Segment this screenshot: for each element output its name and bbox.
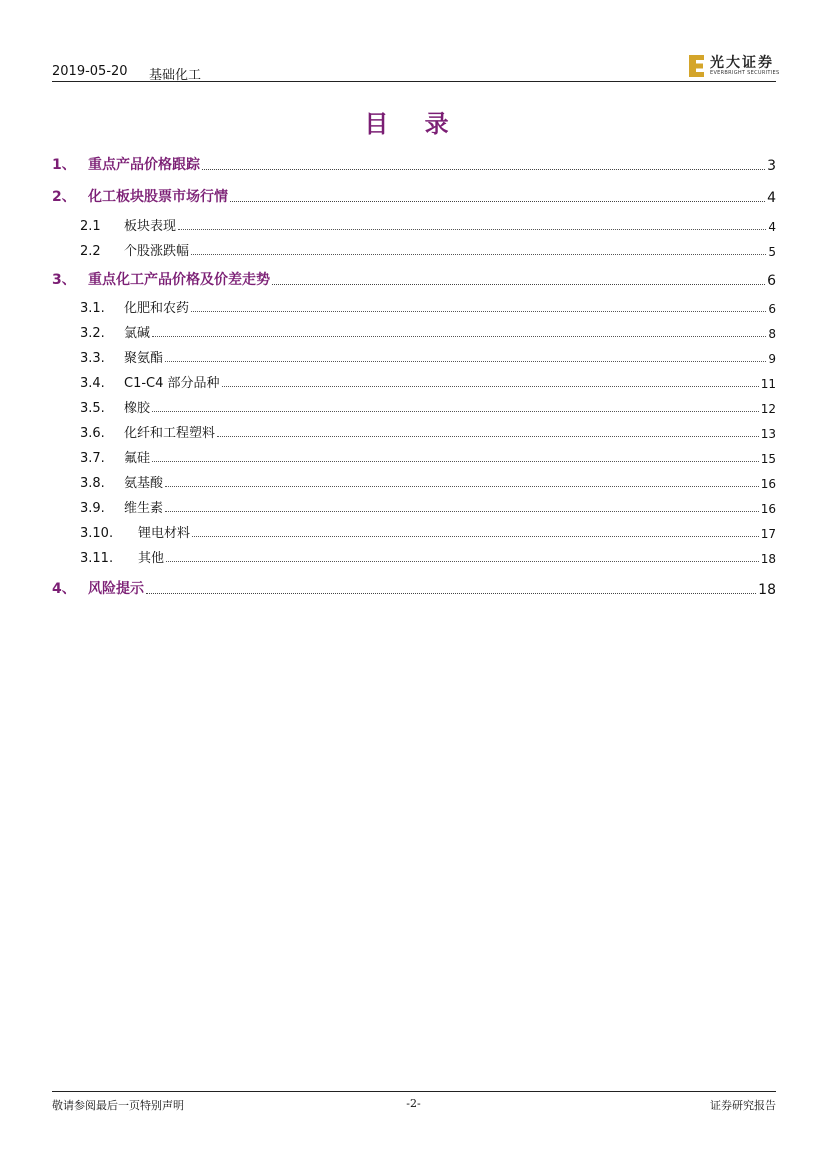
toc-entry-number: 2、 bbox=[52, 189, 76, 205]
footer-disclaimer: 敬请参阅最后一页特别声明 bbox=[52, 1099, 184, 1112]
toc-entry-title: 氨基酸 bbox=[124, 476, 164, 491]
toc-entry[interactable] bbox=[80, 296, 776, 316]
toc-entry-title: 氟硅 bbox=[124, 451, 151, 466]
toc-entry[interactable] bbox=[80, 546, 776, 566]
toc-entry-page: 17 bbox=[760, 527, 776, 541]
toc-entry-page: 16 bbox=[760, 502, 776, 516]
everbright-logo-icon bbox=[688, 54, 706, 78]
toc-entry-page: 15 bbox=[760, 452, 776, 466]
header-divider bbox=[52, 81, 776, 82]
toc-entry[interactable] bbox=[80, 346, 776, 366]
toc-title: 目 录 bbox=[364, 109, 463, 138]
everbright-logo bbox=[688, 52, 780, 80]
toc-entry[interactable] bbox=[80, 446, 776, 466]
toc-entry-number: 3.6. bbox=[80, 426, 105, 441]
toc-entry-title: 锂电材料 bbox=[138, 526, 191, 541]
toc-dot-leader bbox=[178, 228, 766, 230]
toc-entry-title: 个股涨跌幅 bbox=[124, 244, 190, 259]
toc-dot-leader bbox=[222, 385, 759, 387]
toc-dot-leader bbox=[146, 592, 756, 594]
toc-entry-number: 3、 bbox=[52, 272, 76, 288]
toc-entry-title: C1-C4 部分品种 bbox=[124, 376, 220, 391]
toc-entry-title: 板块表现 bbox=[124, 219, 177, 234]
toc-entry-page: 4 bbox=[767, 190, 776, 206]
toc-entry-page: 4 bbox=[768, 220, 776, 234]
toc-entry-page: 18 bbox=[758, 582, 776, 598]
toc-entry-number: 3.5. bbox=[80, 401, 105, 416]
toc-dot-leader bbox=[152, 460, 759, 462]
toc-entry-number: 2.2 bbox=[80, 244, 101, 259]
toc-entry-page: 12 bbox=[760, 402, 776, 416]
toc-entry-title: 聚氨酯 bbox=[124, 351, 164, 366]
toc-dot-leader bbox=[152, 410, 759, 412]
toc-entry-number: 3.1. bbox=[80, 301, 105, 316]
toc-entry-title: 橡胶 bbox=[124, 401, 151, 416]
toc-entry-number: 2.1 bbox=[80, 219, 101, 234]
toc-entry-page: 6 bbox=[767, 273, 776, 289]
toc-entry-number: 3.10. bbox=[80, 526, 114, 541]
toc-entry-title: 重点化工产品价格及价差走势 bbox=[88, 272, 270, 288]
toc-entry-title: 化肥和农药 bbox=[124, 301, 190, 316]
toc-entry-title: 维生素 bbox=[124, 501, 164, 516]
toc-entry-title: 化纤和工程塑料 bbox=[124, 426, 216, 441]
toc-entry[interactable] bbox=[80, 471, 776, 491]
toc-entry-number: 1、 bbox=[52, 157, 76, 173]
toc-entry-page: 16 bbox=[760, 477, 776, 491]
toc-entry[interactable] bbox=[80, 239, 776, 259]
toc-entry-number: 3.9. bbox=[80, 501, 105, 516]
toc-entry[interactable] bbox=[80, 496, 776, 516]
toc-dot-leader bbox=[272, 283, 765, 285]
toc-entry[interactable] bbox=[80, 421, 776, 441]
toc-entry-number: 3.11. bbox=[80, 551, 114, 566]
toc-entry[interactable] bbox=[80, 214, 776, 234]
toc-dot-leader bbox=[192, 535, 759, 537]
toc-entry-page: 11 bbox=[760, 377, 776, 391]
toc-entry-number: 3.8. bbox=[80, 476, 105, 491]
toc-entry-number: 3.7. bbox=[80, 451, 105, 466]
toc-entry-page: 8 bbox=[768, 327, 776, 341]
toc-entry[interactable] bbox=[52, 269, 776, 289]
logo-text-en: EVERBRIGHT SECURITIES bbox=[710, 70, 780, 76]
logo-text-cn: 光大证券 bbox=[710, 55, 774, 71]
page-header bbox=[52, 52, 780, 83]
toc-entry-page: 3 bbox=[767, 158, 776, 174]
toc-entry-page: 9 bbox=[768, 352, 776, 366]
toc-entry[interactable] bbox=[52, 186, 776, 206]
toc-dot-leader bbox=[165, 510, 759, 512]
toc-entry[interactable] bbox=[80, 396, 776, 416]
toc-dot-leader bbox=[166, 560, 759, 562]
toc-entry[interactable] bbox=[80, 321, 776, 341]
toc-dot-leader bbox=[217, 435, 759, 437]
toc-dot-leader bbox=[165, 360, 766, 362]
toc-entry-page: 18 bbox=[760, 552, 776, 566]
toc-dot-leader bbox=[230, 200, 765, 202]
toc-entry[interactable] bbox=[52, 578, 776, 598]
toc-entry[interactable] bbox=[52, 154, 776, 174]
toc-dot-leader bbox=[191, 253, 766, 255]
report-sector: 基础化工 bbox=[149, 68, 202, 83]
toc-entry-page: 6 bbox=[768, 302, 776, 316]
toc-entry-title: 氯碱 bbox=[124, 326, 151, 341]
toc-entry-title: 重点产品价格跟踪 bbox=[88, 157, 200, 173]
toc-entry-number: 3.4. bbox=[80, 376, 105, 391]
toc-dot-leader bbox=[191, 310, 766, 312]
footer-page-number: -2- bbox=[406, 1097, 421, 1110]
toc-dot-leader bbox=[202, 168, 765, 170]
toc-entry-number: 3.2. bbox=[80, 326, 105, 341]
toc-entry-number: 4、 bbox=[52, 581, 76, 597]
footer-report-type: 证券研究报告 bbox=[710, 1099, 776, 1112]
footer-divider bbox=[52, 1091, 776, 1092]
toc-entry-title: 其他 bbox=[138, 551, 165, 566]
toc-entry[interactable] bbox=[80, 371, 776, 391]
report-date: 2019-05-20 bbox=[52, 64, 128, 79]
toc-entry[interactable] bbox=[80, 521, 776, 541]
toc-entry-title: 化工板块股票市场行情 bbox=[88, 189, 228, 205]
toc-entry-page: 13 bbox=[760, 427, 776, 441]
toc-dot-leader bbox=[152, 335, 766, 337]
toc-entry-number: 3.3. bbox=[80, 351, 105, 366]
toc-entry-page: 5 bbox=[768, 245, 776, 259]
toc-dot-leader bbox=[165, 485, 759, 487]
toc-entry-title: 风险提示 bbox=[88, 581, 144, 597]
